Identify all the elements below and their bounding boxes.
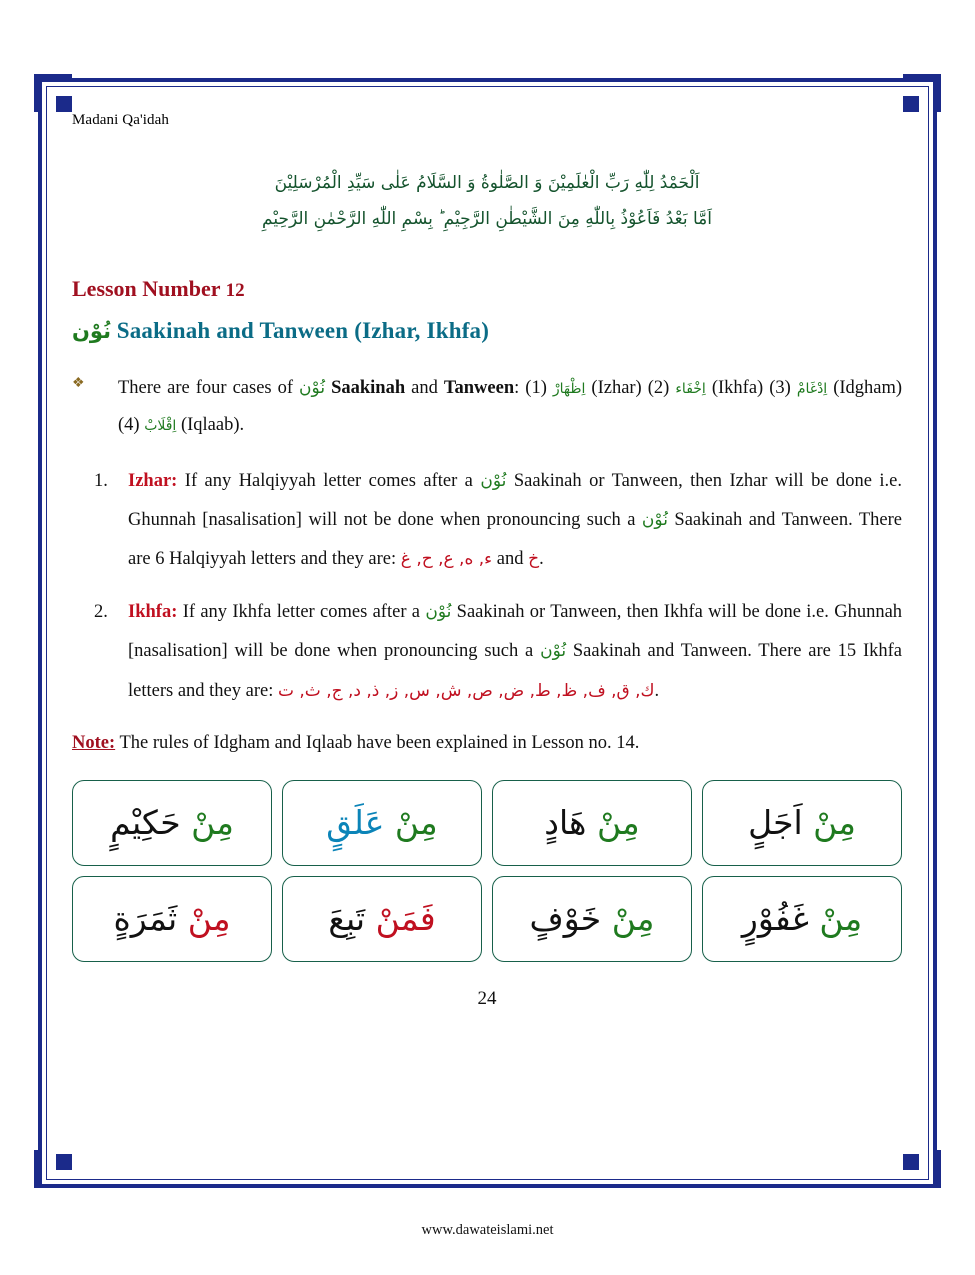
note-label: Note: [72, 732, 116, 753]
running-head: Madani Qa'idah [72, 112, 169, 128]
examples-row-1 [72, 780, 902, 866]
topic-heading [72, 318, 902, 344]
cases-list [72, 462, 902, 711]
case-num-3: (3) [769, 377, 791, 398]
example-cell [702, 876, 902, 962]
example-cell [72, 876, 272, 962]
izhar-text-b: Saakinah or Tanween, then Izhar will be done i.e. Ghunnah [nasalisation] will not be done when pronouncing such a [128, 470, 903, 530]
example-prefix: مِنْ [191, 803, 234, 843]
intro-saakinah: Saakinah [331, 377, 406, 398]
case-arabic-izhar: اِظْهَارْ [552, 380, 586, 397]
case-translit-izhar: (Izhar) [591, 377, 642, 398]
case-num-2: (2) [647, 377, 670, 398]
izhar-period: . [539, 549, 544, 570]
izhar-halqiyyah-letters: ء, ه, ع, ح, غ [400, 549, 493, 570]
izhar-last-letter: خ [528, 549, 540, 570]
intro-tanween: Tanween [443, 377, 515, 398]
example-word: حَكِيْمٍ [110, 803, 181, 843]
example-prefix: مِنْ [596, 803, 640, 843]
izhar-text-c: Saakinah and Tanween. There are 6 Halqiyyah letters and they are: [128, 509, 903, 570]
example-prefix: مِنْ [394, 803, 438, 843]
izhar-and: and [496, 549, 524, 570]
ikhfa-arabic-noon-1: نُوْن [425, 602, 452, 623]
lesson-label: Lesson Number [72, 275, 221, 301]
case-label-izhar: Izhar: [128, 470, 178, 491]
example-word: خَوْفٍ [529, 899, 602, 939]
intro-text-1: There are four cases of [118, 377, 294, 398]
example-word: اَجَلٍ [748, 803, 803, 843]
note-text: The rules of Idgham and Iqlaab have been explained in Lesson no. 14. [119, 732, 640, 753]
example-word: هَادٍ [544, 803, 587, 843]
case-num-4: (4) [118, 414, 140, 435]
lesson-number: 12 [225, 279, 245, 301]
invocation-line-1: اَلْحَمْدُ لِلّٰهِ رَبِّ الْعٰلَمِيْنَ وَ الصَّلٰوةُ وَ السَّلَامُ عَلٰى سَيِّدِ الْمُرْسَلِيْنَ [274, 173, 700, 193]
topic-arabic-noon: نُوْن [72, 318, 111, 343]
ikhfa-text-a: If any Ikhfa letter comes after a [182, 602, 421, 623]
case-translit-ikhfa: (Ikhfa) [711, 377, 764, 398]
example-prefix: مِنْ [187, 899, 231, 939]
example-cell [282, 780, 482, 866]
example-cell [492, 876, 692, 962]
note-paragraph [72, 733, 902, 754]
izhar-arabic-noon-2: نُوْن [641, 509, 668, 530]
example-word: تَبِعَ [328, 899, 366, 939]
case-arabic-idgham: اِدْغَامْ [796, 380, 828, 397]
example-word: ثَمَرَةٍ [113, 899, 178, 939]
case-arabic-iqlaab: اِقْلَابْ [144, 417, 177, 434]
case-num-1: (1) [525, 377, 547, 398]
example-cell [72, 780, 272, 866]
intro-colon: : [514, 377, 520, 398]
footer-website: www.dawateislami.net [421, 1222, 554, 1238]
lesson-heading [72, 276, 902, 302]
example-cell [282, 876, 482, 962]
intro-and: and [411, 377, 438, 398]
ikhfa-letters: ك, ق, ف, ظ, ط, ض, ص, ش, س, ز, ذ, د, ج, ث, ت [278, 680, 655, 701]
page-number: 24 [477, 987, 497, 1009]
ikhfa-text-b: Saakinah or Tanween, then Ikhfa will be done i.e. Ghunnah [nasalisation] will be done when pronouncing such a [128, 602, 903, 662]
list-item [128, 593, 902, 711]
topic-text: Saakinah and Tanween (Izhar, Ikhfa) [116, 317, 490, 343]
intro-bullet [72, 370, 902, 444]
corner-block-tr [903, 96, 919, 112]
izhar-text-a: If any Halqiyyah letter comes after a [184, 470, 473, 491]
example-word: غَفُوْرٍ [741, 899, 809, 939]
corner-block-tl [56, 96, 72, 112]
example-cell [702, 780, 902, 866]
example-cell [492, 780, 692, 866]
example-prefix: فَمَنْ [375, 899, 436, 939]
intro-paragraph [118, 370, 902, 444]
example-word: عَلَقٍ [326, 803, 385, 843]
intro-arabic-noon: نُوْن [299, 377, 326, 398]
ikhfa-text-c: Saakinah and Tanween. There are 15 Ikhfa letters and they are: [128, 641, 902, 701]
examples-row-2 [72, 876, 902, 962]
list-item [128, 462, 902, 580]
corner-block-br [903, 1154, 919, 1170]
ikhfa-period: . [654, 680, 660, 701]
example-prefix: مِنْ [611, 899, 655, 939]
example-prefix: مِنْ [813, 803, 856, 843]
page-content [72, 112, 902, 1162]
diamond-bullet-icon: ❖ [72, 375, 85, 391]
case-translit-idgham: (Idgham) [833, 377, 903, 398]
example-prefix: مِنْ [819, 899, 863, 939]
izhar-arabic-noon-1: نُوْن [480, 470, 507, 491]
examples-grid [72, 780, 902, 962]
case-label-ikhfa: Ikhfa: [128, 602, 178, 623]
ikhfa-arabic-noon-2: نُوْن [540, 641, 567, 662]
invocation-line-2: اَمَّا بَعْدُ فَاَعُوْذُ بِاللّٰهِ مِنَ الشَّيْطٰنِ الرَّجِيْمِ ؕ بِسْمِ اللّٰهِ الرَّحْمٰنِ الرَّحِيْمِ [262, 209, 712, 230]
case-arabic-ikhfa: اِخْفَاء [675, 380, 706, 397]
case-translit-iqlaab: (Iqlaab). [180, 414, 245, 435]
corner-block-bl [56, 1154, 72, 1170]
